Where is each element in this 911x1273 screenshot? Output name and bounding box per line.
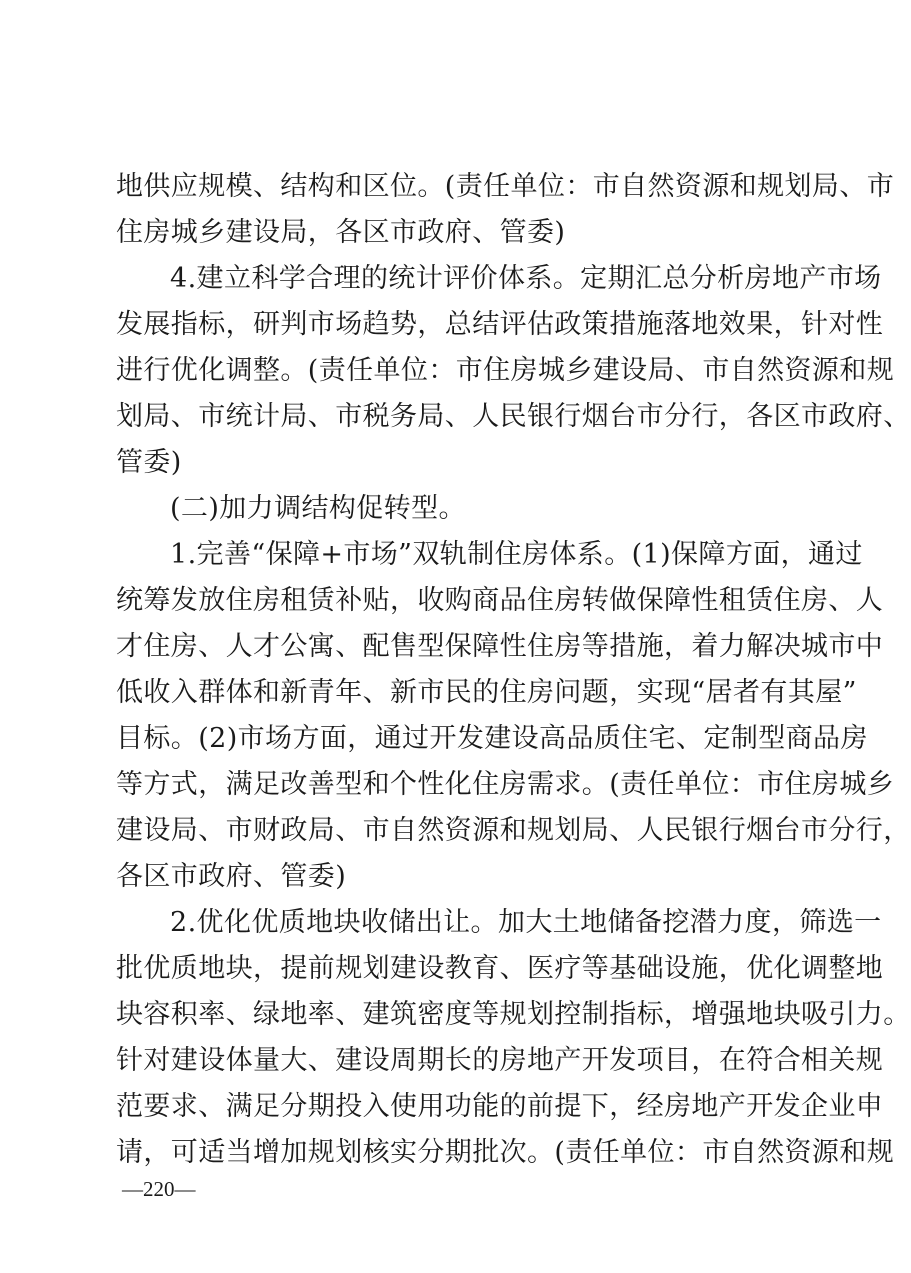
- text-line: 进行优化调整。(责任单位：市住房城乡建设局、市自然资源和规: [116, 355, 895, 386]
- paragraph-heading: 2.优化优质地块收储出让。加大土地储备挖潜力度，筛选一: [170, 907, 882, 938]
- page-number: —220—: [122, 1177, 196, 1201]
- text-line: 针对建设体量大、建设周期长的房地产开发项目，在符合相关规: [116, 1045, 884, 1076]
- text-line: 批优质地块，提前规划建设教育、医疗等基础设施，优化调整地: [116, 953, 884, 984]
- text-line: 各区市政府、管委): [116, 861, 347, 892]
- paragraph-heading: 4.建立科学合理的统计评价体系。定期汇总分析房地产市场: [170, 263, 882, 294]
- text-line: 才住房、人才公寓、配售型保障性住房等措施，着力解决城市中: [116, 631, 884, 662]
- text-line: 统筹发放住房租赁补贴，收购商品住房转做保障性租赁住房、人: [116, 585, 884, 616]
- text-line: 请，可适当增加规划核实分期批次。(责任单位：市自然资源和规: [116, 1137, 895, 1168]
- text-line: 块容积率、绿地率、建筑密度等规划控制指标，增强地块吸引力。: [116, 999, 911, 1030]
- text-line: 地供应规模、结构和区位。(责任单位：市自然资源和规划局、市: [116, 171, 895, 202]
- text-line: 发展指标，研判市场趋势，总结评估政策措施落地效果，针对性: [116, 309, 884, 340]
- paragraph-heading: 1.完善“保障+市场”双轨制住房体系。(1)保障方面，通过: [170, 539, 863, 570]
- section-heading: (二)加力调结构促转型。: [170, 493, 466, 524]
- text-line: 范要求、满足分期投入使用功能的前提下，经房地产开发企业申: [116, 1091, 884, 1122]
- text-line: 建设局、市财政局、市自然资源和规划局、人民银行烟台市分行，: [116, 815, 911, 846]
- text-line: 管委): [116, 447, 182, 478]
- text-line: 划局、市统计局、市税务局、人民银行烟台市分行，各区市政府、: [116, 401, 911, 432]
- text-line: 低收入群体和新青年、新市民的住房问题，实现“居者有其屋”: [116, 677, 857, 708]
- text-line: 等方式，满足改善型和个性化住房需求。(责任单位：市住房城乡: [116, 769, 895, 800]
- text-line: 目标。(2)市场方面，通过开发建设高品质住宅、定制型商品房: [116, 723, 868, 754]
- text-line: 住房城乡建设局，各区市政府、管委): [116, 217, 566, 248]
